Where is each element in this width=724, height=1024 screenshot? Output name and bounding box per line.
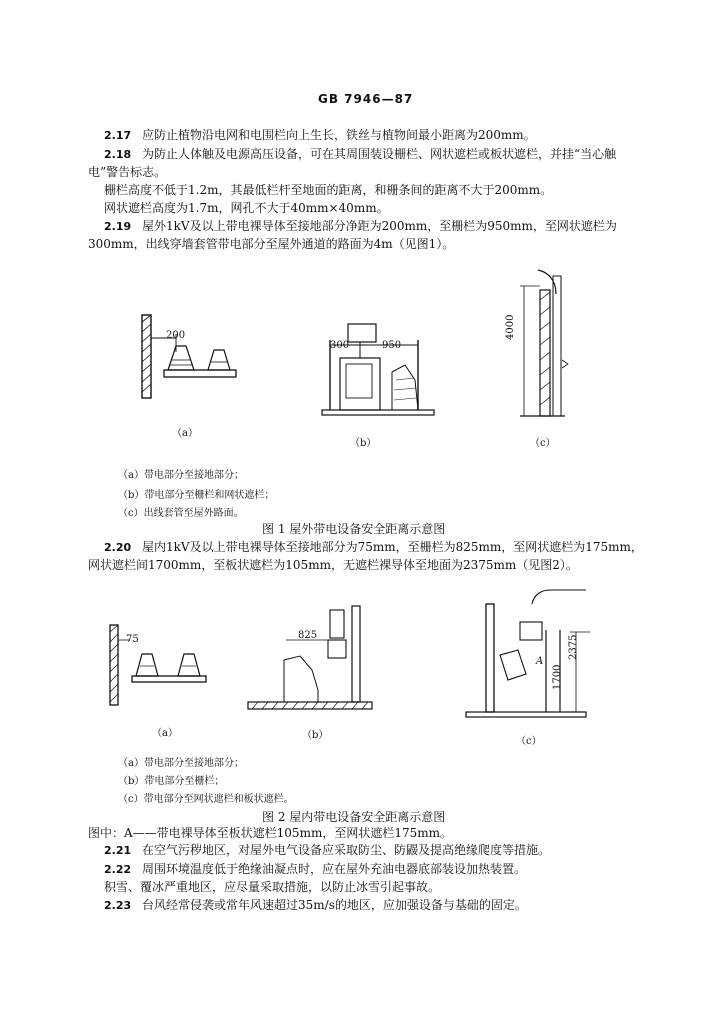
clause-text: 台风经常侵袭或常年风速超过35m/s的地区，应加强设备与基础的固定。: [142, 898, 527, 912]
clause-text: 为防止人体触及电源高压设备，可在其周围装设栅栏、网状遮栏或板状遮栏，并挂“当心触: [142, 147, 617, 161]
clause-number: 2.17: [104, 129, 132, 142]
figure-legend-item: （b）带电部分至栅栏；: [118, 776, 225, 787]
figure-legend-item: （c）出线套管至屋外路面。: [118, 508, 244, 519]
clause-text: 网状遮栏间1700mm，至板状遮栏为105mm，无遮栏裸导体至地面为2375mm（见图2）。: [88, 558, 578, 572]
dimension-label: 1700: [552, 664, 563, 690]
subfigure-label: （a）: [172, 428, 198, 439]
figure-legend-item: （c）带电部分至网状遮栏和板状遮栏。: [118, 794, 294, 805]
dimension-label: A: [536, 656, 544, 667]
dimension-label: 200: [166, 330, 186, 341]
clause-text: 屋内1kV及以上带电裸导体至接地部分为75mm，至栅栏为825mm，至网状遮栏为175mm，: [142, 540, 643, 554]
clause-text: 在空气污秽地区，对屋外电气设备应采取防尘、防鼹及提高绝缘爬度等措施。: [142, 843, 551, 857]
clause-number: 2.18: [104, 148, 132, 161]
clause-text: 周围环境温度低于绝缘油凝点时，应在屋外充油电器底部装设加热装置。: [142, 862, 527, 876]
dimension-label: 4000: [505, 314, 516, 340]
clause-text: 屋外1kV及以上带电裸导体至接地部分净距为200mm，至栅栏为950mm，至网状遮栏为: [142, 219, 617, 233]
dimension-label: 75: [126, 634, 139, 645]
clause-number: 2.20: [104, 541, 132, 554]
clause-number: 2.19: [104, 220, 132, 233]
dimension-label: 2375: [568, 634, 579, 660]
dimension-label: 825: [298, 630, 318, 641]
standard-number-header: GB 7946—87: [318, 92, 414, 106]
subfigure-label: （c）: [516, 736, 542, 747]
clause-number: 2.23: [104, 899, 132, 912]
figure-legend-item: （a）带电部分至接地部分；: [118, 758, 244, 769]
subfigure-label: （b）: [302, 730, 329, 741]
clause-text: 积雪、覆冰严重地区，应尽量采取措施，以防止冰雪引起事故。: [104, 880, 441, 894]
clause-text: 300mm，出线穿墙套管带电部分至屋外通道的路面为4m（见图1）。: [88, 237, 455, 251]
dimension-label: 300: [330, 340, 350, 351]
clause-text: 电”警告标志。: [88, 165, 167, 179]
subfigure-label: （b）: [350, 438, 377, 449]
dimension-label: 950: [382, 340, 402, 351]
clause-number: 2.22: [104, 863, 132, 876]
clause-text: 应防止植物沿电网和电围栏向上生长，铁丝与植物间最小距离为200mm。: [142, 128, 536, 142]
figure-legend-item: （a）带电部分至接地部分；: [118, 470, 244, 481]
subfigure-label: （a）: [152, 728, 178, 739]
clause-text: 网状遮栏高度为1.7m，网孔不大于40mm×40mm。: [104, 201, 389, 215]
figure-caption: 图 2 屋内带电设备安全距离示意图: [262, 810, 446, 824]
figure-legend-item: （b）带电部分至栅栏和网状遮栏；: [118, 490, 275, 501]
clause-number: 2.21: [104, 844, 132, 857]
clause-text: 栅栏高度不低于1.2m，其最低栏杆至地面的距离，和栅条间的距离不大于200mm。: [104, 183, 553, 197]
figure-caption: 图 1 屋外带电设备安全距离示意图: [262, 522, 446, 536]
subfigure-label: （c）: [530, 438, 556, 449]
figure-note: 图中：A——带电裸导体至板状遮栏105mm，至网状遮栏175mm。: [88, 826, 452, 840]
